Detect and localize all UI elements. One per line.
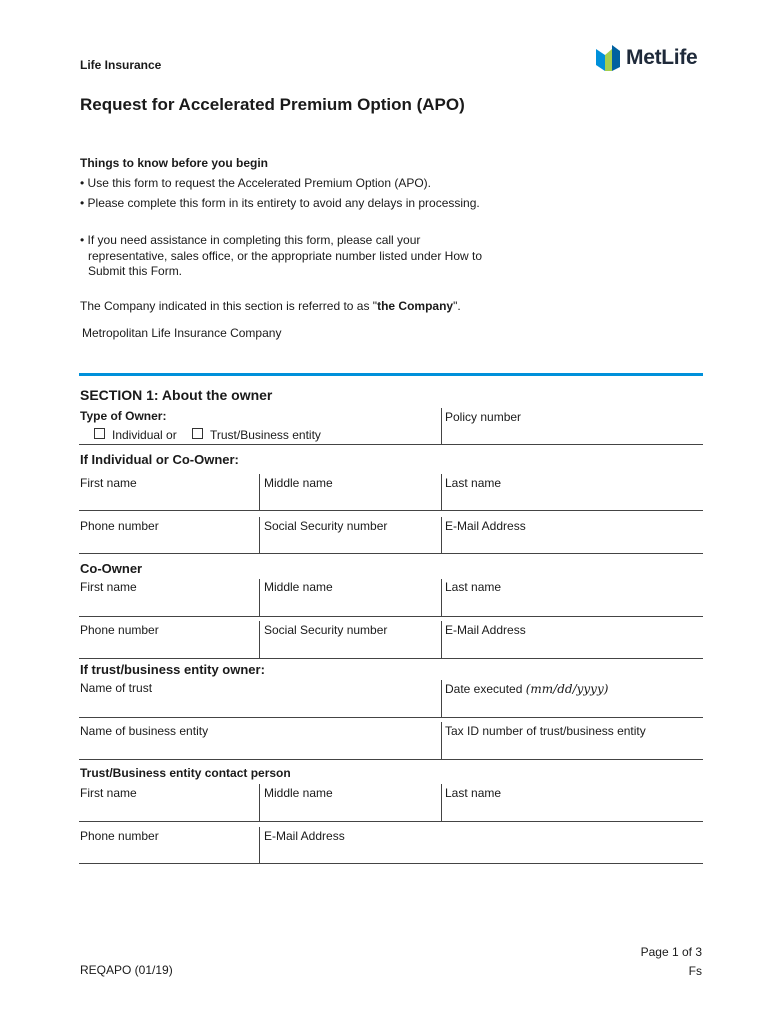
ssn-label: Social Security number bbox=[264, 623, 388, 637]
date-executed-text: Date executed bbox=[445, 682, 523, 696]
business-entity-label: Name of business entity bbox=[80, 724, 209, 738]
form-code: REQAPO (01/19) bbox=[80, 963, 173, 977]
individual-checkbox[interactable] bbox=[94, 428, 105, 439]
field-divider bbox=[441, 517, 442, 553]
trust-checkbox-label: Trust/Business entity bbox=[210, 428, 321, 442]
field-divider bbox=[259, 827, 260, 863]
company-note-prefix: The Company indicated in this section is referred to as " bbox=[80, 299, 378, 313]
trust-heading: If trust/business entity owner: bbox=[80, 662, 265, 677]
field-divider bbox=[259, 579, 260, 616]
company-note bbox=[80, 299, 461, 313]
first-name-label: First name bbox=[80, 580, 137, 594]
intro-bullet: • Please complete this form in its entirety to avoid any delays in processing. bbox=[80, 196, 480, 210]
field-divider bbox=[259, 784, 260, 821]
page-fs-code: Fs bbox=[688, 964, 702, 978]
company-name: Metropolitan Life Insurance Company bbox=[82, 326, 282, 340]
field-divider bbox=[441, 621, 442, 658]
co-owner-heading: Co-Owner bbox=[80, 561, 143, 576]
form-title: Request for Accelerated Premium Option (APO) bbox=[80, 95, 465, 114]
phone-label: Phone number bbox=[80, 519, 159, 533]
field-divider bbox=[441, 680, 442, 717]
trust-name-label: Name of trust bbox=[80, 681, 153, 695]
field-divider bbox=[441, 408, 442, 444]
intro-bullet: • If you need assistance in completing this form, please call your representative, sales office, or the appropriate number listed under How to Submit this Form. bbox=[80, 233, 482, 278]
date-executed-label bbox=[445, 682, 608, 696]
field-divider bbox=[259, 621, 260, 658]
page-number: Page 1 of 3 bbox=[640, 945, 702, 959]
field-divider bbox=[259, 474, 260, 510]
field-divider bbox=[441, 722, 442, 759]
email-label: E-Mail Address bbox=[445, 519, 526, 533]
middle-name-label: Middle name bbox=[264, 580, 333, 594]
first-name-label: First name bbox=[80, 786, 137, 800]
field-underline bbox=[79, 444, 703, 445]
email-label: E-Mail Address bbox=[264, 829, 345, 843]
company-note-suffix: ". bbox=[453, 299, 461, 313]
metlife-logo-icon bbox=[596, 45, 620, 71]
field-divider bbox=[441, 579, 442, 616]
individual-heading: If Individual or Co-Owner: bbox=[80, 452, 239, 467]
section-divider bbox=[79, 373, 703, 376]
last-name-label: Last name bbox=[445, 786, 502, 800]
metlife-logo bbox=[596, 44, 697, 72]
logo-text: MetLife bbox=[626, 46, 698, 69]
email-label: E-Mail Address bbox=[445, 623, 526, 637]
intro-heading: Things to know before you begin bbox=[80, 156, 268, 170]
phone-label: Phone number bbox=[80, 623, 159, 637]
field-underline bbox=[79, 553, 703, 554]
policy-number-label: Policy number bbox=[445, 410, 522, 424]
type-of-owner-label: Type of Owner: bbox=[80, 409, 167, 423]
header-label: Life Insurance bbox=[80, 58, 162, 72]
field-underline bbox=[79, 863, 703, 864]
trust-checkbox[interactable] bbox=[192, 428, 203, 439]
field-divider bbox=[441, 784, 442, 821]
company-note-bold: the Company bbox=[377, 299, 454, 313]
field-underline bbox=[79, 759, 703, 760]
date-format: (mm/dd/yyyy) bbox=[525, 682, 609, 696]
last-name-label: Last name bbox=[445, 580, 502, 594]
tax-id-label: Tax ID number of trust/business entity bbox=[445, 724, 646, 738]
field-underline bbox=[79, 616, 703, 617]
ssn-label: Social Security number bbox=[264, 519, 388, 533]
field-underline bbox=[79, 510, 703, 511]
field-divider bbox=[441, 474, 442, 510]
individual-checkbox-label: Individual or bbox=[112, 428, 177, 442]
middle-name-label: Middle name bbox=[264, 476, 333, 490]
intro-bullet: • Use this form to request the Accelerated Premium Option (APO). bbox=[80, 176, 432, 190]
field-divider bbox=[259, 517, 260, 553]
phone-label: Phone number bbox=[80, 829, 159, 843]
last-name-label: Last name bbox=[445, 476, 502, 490]
contact-heading: Trust/Business entity contact person bbox=[80, 766, 291, 780]
section-title: SECTION 1: About the owner bbox=[80, 387, 273, 403]
field-underline bbox=[79, 658, 703, 659]
field-underline bbox=[79, 717, 703, 718]
first-name-label: First name bbox=[80, 476, 137, 490]
field-underline bbox=[79, 821, 703, 822]
middle-name-label: Middle name bbox=[264, 786, 333, 800]
